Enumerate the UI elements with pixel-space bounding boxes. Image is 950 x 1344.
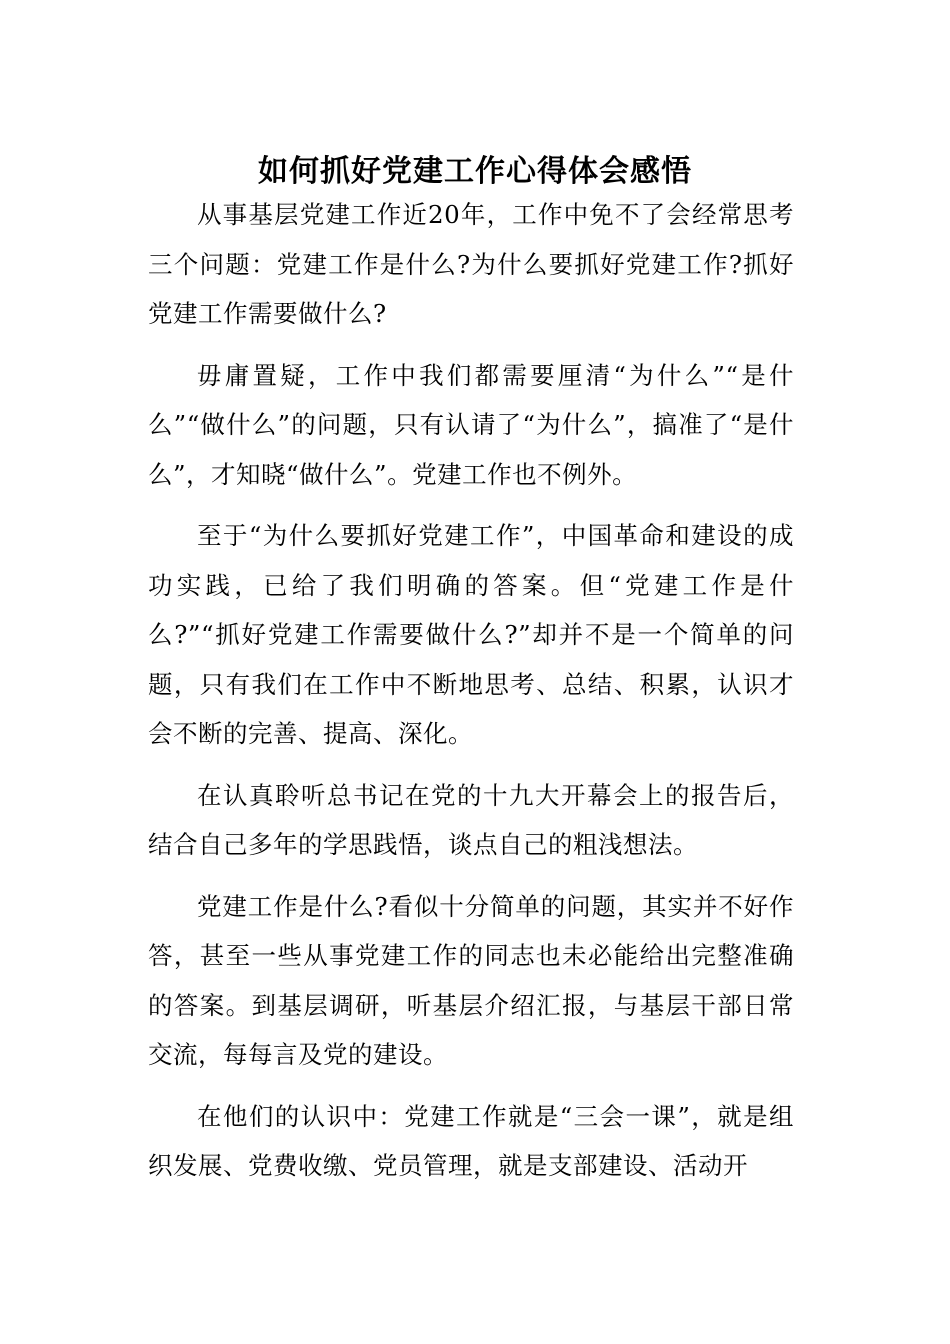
paragraph: 党建工作是什么?看似十分简单的问题，其实并不好作答，甚至一些从事党建工作的同志也未必能给出完整准确的答案。到基层调研，听基层介绍汇报，与基层干部日常交流，每每言及党的建设。: [148, 891, 794, 1069]
paragraph: 从事基层党建工作近20年，工作中免不了会经常思考三个问题：党建工作是什么?为什么要抓好党建工作?抓好党建工作需要做什么?: [148, 200, 794, 328]
paragraph: 至于“为什么要抓好党建工作”，中国革命和建设的成功实践，已给了我们明确的答案。但“党建工作是什么?”“抓好党建工作需要做什么?”却并不是一个简单的问题，只有我们在工作中不断地思考、总结、积累，认识才会不断的完善、提高、深化。: [148, 521, 794, 748]
paragraph: 在他们的认识中：党建工作就是“三会一课”，就是组织发展、党费收缴、党员管理，就是支部建设、活动开: [148, 1101, 794, 1180]
paragraph: 在认真聆听总书记在党的十九大开幕会上的报告后，结合自己多年的学思践悟，谈点自己的粗浅想法。: [148, 780, 794, 859]
paragraph: 毋庸置疑，工作中我们都需要厘清“为什么”“是什么”“做什么”的问题，只有认请了“为什么”，搞准了“是什么”，才知晓“做什么”。党建工作也不例外。: [148, 360, 794, 489]
document-title: 如何抓好党建工作心得体会感悟: [258, 154, 692, 190]
document-body: [148, 190, 794, 1203]
